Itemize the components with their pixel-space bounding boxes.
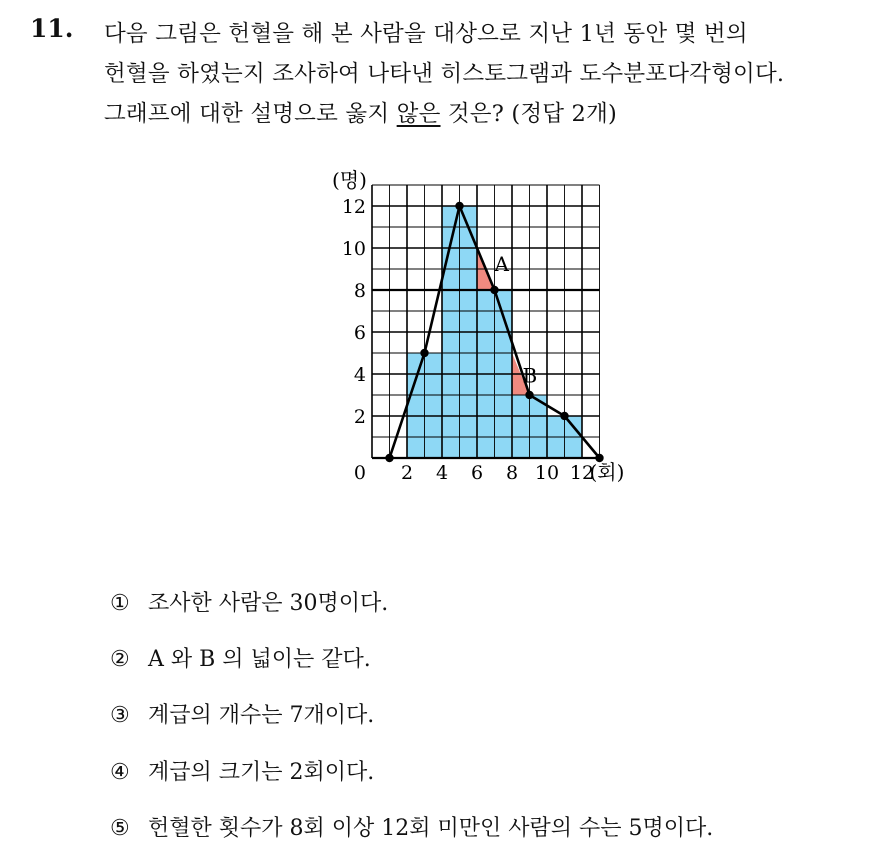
x-tick-label-12: 12 <box>569 462 595 484</box>
polygon-point-5 <box>525 391 533 399</box>
option-2[interactable] <box>110 642 371 673</box>
x-tick-label-6: 6 <box>470 462 484 484</box>
option-4[interactable] <box>110 755 374 786</box>
x-tick-label-2: 2 <box>400 462 414 484</box>
option-3-mark: ③ <box>110 703 130 728</box>
y-tick-label-8: 8 <box>353 280 366 302</box>
option-3[interactable] <box>110 698 374 729</box>
question-line-3-pre: 그래프에 대한 설명으로 옳지 <box>104 101 397 127</box>
question-line-2: 헌혈을 하였는지 조사하여 나타낸 히스토그램과 도수분포다각형이다. <box>104 61 785 87</box>
polygon-point-4 <box>490 286 498 294</box>
y-axis-label: (명) <box>332 168 367 192</box>
polygon-point-3 <box>455 202 463 210</box>
question-line-3-post: 것은? (정답 2개) <box>440 101 617 127</box>
option-1[interactable] <box>110 586 388 617</box>
option-5-mark: ⑤ <box>110 816 130 841</box>
polygon-point-6 <box>560 412 568 420</box>
option-1-mark: ① <box>110 591 130 616</box>
y-tick-label-12: 12 <box>341 196 366 218</box>
option-4-mark: ④ <box>110 760 130 785</box>
polygon-point-2 <box>420 349 428 357</box>
option-1-text: 조사한 사람은 30명이다. <box>148 591 389 616</box>
question-line-1: 다음 그림은 헌혈을 해 본 사람을 대상으로 지난 1년 동안 몇 번의 <box>104 21 748 47</box>
y-tick-label-10: 10 <box>341 238 366 260</box>
annotation-label-a: A <box>494 252 509 277</box>
option-4-text: 계급의 크기는 2회이다. <box>148 760 375 785</box>
question-number: 11. <box>30 14 74 43</box>
x-tick-label-10: 10 <box>534 462 560 484</box>
y-tick-label-6: 6 <box>353 322 366 344</box>
option-2-mark: ② <box>110 647 130 672</box>
option-5[interactable] <box>110 811 713 842</box>
polygon-point-1 <box>385 454 393 462</box>
origin-label: 0 <box>353 462 366 484</box>
underlined-word: 않은 <box>396 101 441 127</box>
option-3-text: 계급의 개수는 7개이다. <box>148 703 375 728</box>
x-tick-label-8: 8 <box>505 462 519 484</box>
option-5-text: 헌혈한 횟수가 8회 이상 12회 미만인 사람의 수는 5명이다. <box>148 816 714 841</box>
x-axis-label: (회) <box>589 460 625 484</box>
annotation-label-b: B <box>522 363 538 388</box>
y-tick-label-2: 2 <box>353 406 366 428</box>
option-2-text: A 와 B 의 넓이는 같다. <box>148 647 371 672</box>
y-tick-label-4: 4 <box>353 364 366 386</box>
x-tick-label-4: 4 <box>435 462 449 484</box>
